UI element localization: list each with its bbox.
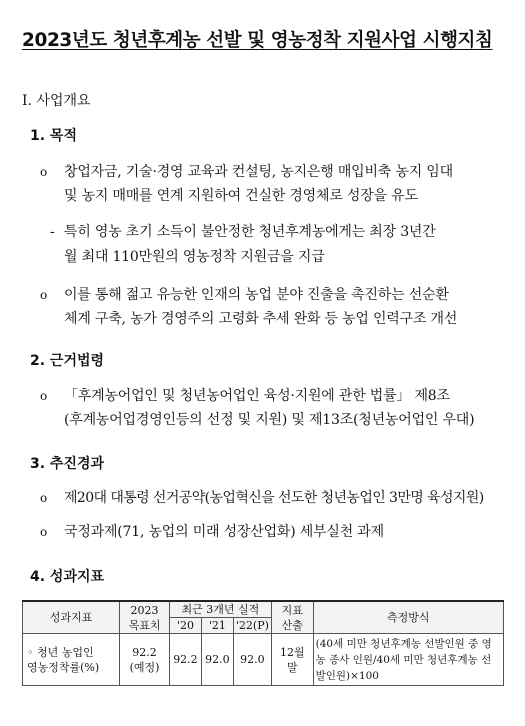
header-source: 지표 산출: [271, 601, 313, 634]
header-year-2020: '20: [169, 618, 201, 634]
header-year-2021: '21: [201, 618, 233, 634]
cell-source: 12월 말: [271, 634, 313, 686]
header-method: 측정방식: [313, 601, 503, 634]
progress-bullet-2: [40, 520, 510, 544]
header-target: 2023 목표치: [120, 601, 170, 634]
legal-bullet-1: [40, 384, 510, 434]
table-header-row: [23, 601, 504, 618]
subheading-legal-basis: 2. 근거법령: [30, 353, 105, 369]
cell-2020: 92.2: [169, 634, 201, 686]
bullet-mark: o: [40, 288, 48, 302]
table-row: [23, 634, 504, 686]
purpose-dash-1: [50, 220, 510, 272]
bullet-mark: o: [40, 525, 48, 539]
header-indicator: 성과지표: [23, 601, 120, 634]
header-recent-results: 최근 3개년 실적: [169, 601, 271, 618]
bullet-mark: o: [40, 389, 48, 403]
bullet-mark: o: [40, 491, 48, 505]
document-title: 2023년도 청년후계농 선발 및 영농정착 지원사업 시행지침: [22, 30, 493, 51]
dash-mark: -: [50, 224, 55, 240]
bullet-text: 국정과제(71, 농업의 미래 성장산업화) 세부실천 과제: [64, 524, 384, 540]
bullet-text: 「후계농어업인 및 청년농어업인 육성·지원에 관한 법률」 제8조 (후계농어업경영인등의 선정 및 지원) 및 제13조(청년농어업인 우대): [64, 388, 475, 428]
bullet-text: 이를 통해 젊고 유능한 인재의 농업 분야 진출을 촉진하는 선순환 체계 구축, 농가 경영주의 고령화 추세 완화 등 농업 인력구조 개선: [64, 287, 458, 327]
subheading-progress: 3. 추진경과: [30, 456, 105, 472]
cell-method: (40세 미만 청년후계농 선발인원 중 영농 종사 인원/40세 미만 청년후계농 선발인원)×100: [313, 634, 503, 686]
cell-indicator: ◦ 청년 농업인 영농정착률(%): [23, 634, 120, 686]
header-year-2022: '22(P): [233, 618, 271, 634]
subheading-performance-indicators: 4. 성과지표: [30, 569, 105, 585]
progress-bullet-1: [40, 486, 510, 510]
bullet-text: 창업자금, 기술·경영 교육과 컨설팅, 농지은행 매입비축 농지 임대 및 농지 매매를 연계 지원하여 건실한 경영체로 성장을 유도: [64, 164, 453, 204]
section-heading-overview: Ⅰ. 사업개요: [22, 93, 91, 109]
bullet-text: 제20대 대통령 선거공약(농업혁신을 선도한 청년농업인 3만명 육성지원): [64, 490, 484, 506]
dash-text: 특히 영농 초기 소득이 불안정한 청년후계농에게는 최장 3년간 월 최대 110만원의 영농정착 지원금을 지급: [64, 224, 436, 265]
cell-2022: 92.0: [233, 634, 271, 686]
cell-target: 92.2 (예정): [120, 634, 170, 686]
subheading-purpose: 1. 목적: [30, 128, 77, 144]
purpose-bullet-1: [40, 160, 510, 210]
performance-indicator-table: [22, 600, 504, 686]
cell-2021: 92.0: [201, 634, 233, 686]
bullet-mark: o: [40, 165, 48, 179]
purpose-bullet-2: [40, 283, 510, 333]
